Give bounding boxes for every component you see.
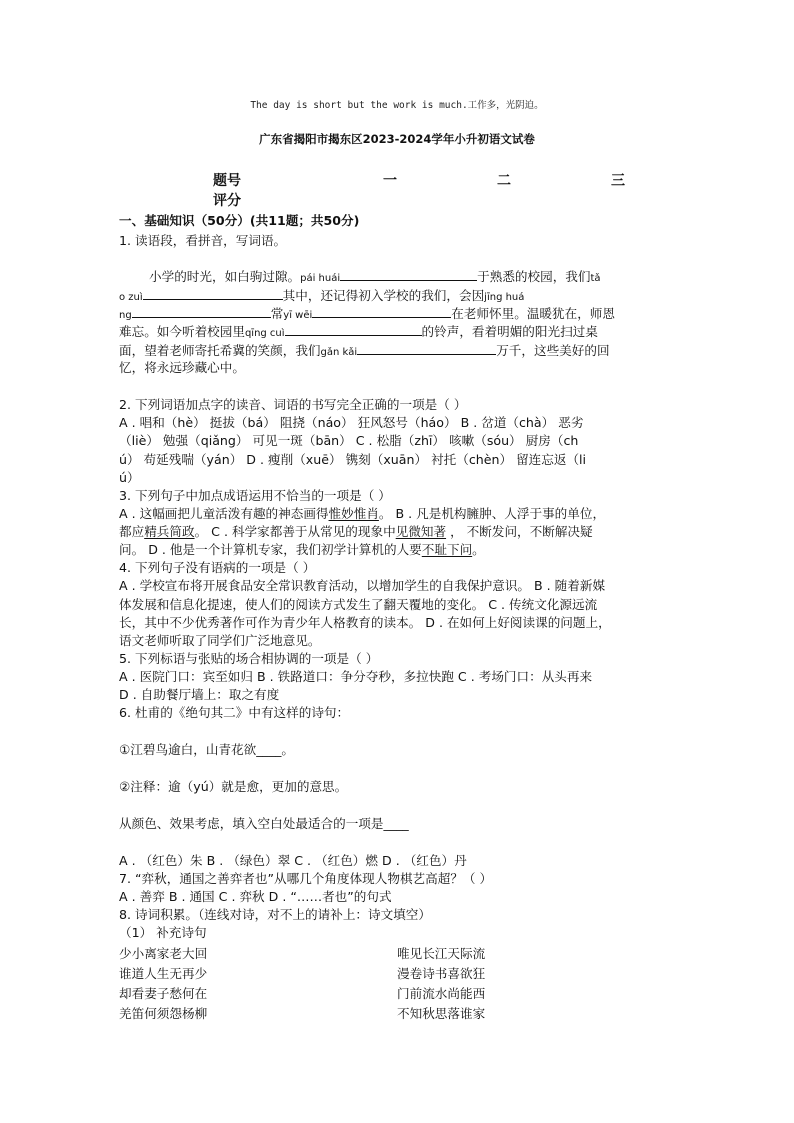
q1-text: 于熟悉的校园，我们	[477, 269, 591, 284]
q3-text: 都应	[119, 524, 145, 539]
section-1-heading: 一、基础知识（50分）(共11题；共50分)	[119, 213, 360, 228]
q2-option-line: ú） 苟延残喘（yán） D . 瘦削（xuē） 镌刻（xuān） 衬托（chèn） 留连忘返（li	[119, 452, 587, 467]
q3-option-line	[119, 523, 593, 541]
q1-pinyin: jīng huá	[484, 292, 525, 303]
q8-right-line[interactable]: 漫卷诗书喜欲狂	[397, 966, 486, 981]
q8-right-line[interactable]: 不知秋思落谁家	[397, 1006, 486, 1021]
q3-idiom: 惟妙惟肖	[328, 506, 379, 521]
q1-pinyin: tǎ	[590, 273, 601, 284]
document-title: 广东省揭阳市揭东区2023-2024学年小升初语文试卷	[259, 132, 535, 146]
q1-text: 面，望着老师寄托希冀的笑颜，我们	[119, 343, 321, 358]
score-table-row1-label: 题号	[213, 173, 241, 189]
q1-passage-line-6: 忆，将永远珍藏心中。	[119, 360, 245, 375]
q3-idiom: 不耻下问	[421, 542, 473, 557]
q1-blank-4[interactable]	[312, 304, 451, 318]
q1-text: 其中，还记得初入学校的我们，会因	[282, 288, 485, 303]
q1-pinyin: qīng cuì	[244, 328, 285, 339]
q8-left-line[interactable]: 却看妻子愁何在	[119, 986, 208, 1001]
q4-option-line: A . 学校宣布将开展食品安全常识教育活动，以增加学生的自我保护意识。 B . 随着新媒	[119, 578, 606, 593]
q2-option-line: A . 唱和（hè） 挺拔（bá） 阻挠（náo） 狂风怒号（háo） B . 岔道（chà） 恶劣	[119, 415, 584, 430]
q3-idiom: 见微知著	[395, 524, 447, 539]
q4-option-line: 长，其中不少优秀著作可作为青少年人格教育的读本。 D . 在如何上好阅读课的问题上，	[119, 615, 611, 630]
q4-option-line: 语文老师听取了同学们广泛地意见。	[119, 633, 321, 648]
q6-note: ②注释：逾（yú）就是愈，更加的意思。	[119, 779, 348, 794]
q1-pinyin: ng	[119, 310, 132, 321]
q3-text: 。 B . 凡是机构臃肿、人浮于事的单位，	[378, 506, 606, 521]
q3-option-line	[119, 541, 485, 559]
q3-text: A . 这幅画把儿童活泼有趣的神态画得	[119, 506, 329, 521]
q1-blank-6[interactable]	[357, 341, 496, 355]
q3-idiom: 精兵简政	[144, 524, 195, 539]
q3-text: 。	[472, 542, 485, 557]
q4-stem: 4. 下列句子没有语病的一项是（ ）	[119, 560, 316, 575]
q1-pinyin: gǎn kǎi	[320, 347, 358, 358]
q8-stem: 8. 诗词积累。（连线对诗，对不上的请补上：诗文填空）	[119, 907, 431, 922]
header-motto: The day is short but the work is much.工作多，光阴迫。	[250, 100, 544, 111]
q6-stem: 6. 杜甫的《绝句其二》中有这样的诗句：	[119, 705, 350, 720]
q1-text: 的铃声，看着明媚的阳光扫过桌	[421, 324, 598, 339]
q1-text: 难忘。如今听着校园里	[119, 324, 245, 339]
q8-left-line[interactable]: 少小离家老大回	[119, 946, 208, 961]
q1-text: 在老师怀里。温暖犹在，师恩	[451, 306, 615, 321]
q2-option-line: ú）	[119, 470, 140, 485]
q1-passage-line-1	[149, 267, 601, 288]
q1-pinyin: o zuì	[119, 292, 143, 303]
q8-left-line[interactable]: 羌笛何须怨杨柳	[119, 1006, 208, 1021]
q8-right-line[interactable]: 门前流水尚能西	[397, 986, 486, 1001]
q1-text: 小学的时光，如白驹过隙。	[149, 269, 301, 284]
q1-blank-2[interactable]	[143, 286, 283, 300]
q5-option-line: A . 医院门口：宾至如归 B . 铁路道口：争分夺秒，多拉快跑 C . 考场门口：从头再来	[119, 669, 593, 684]
q8-right-line[interactable]: 唯见长江天际流	[397, 946, 486, 961]
q3-text: 。 C . 科学家都善于从常见的现象中	[194, 524, 396, 539]
q1-passage-line-4	[119, 322, 598, 343]
score-table-col-1: 一	[383, 173, 397, 189]
q1-text: 万千，这些美好的回	[496, 343, 610, 358]
q1-pinyin: yī wēi	[283, 310, 313, 321]
q1-pinyin: pái huái	[300, 273, 341, 284]
q7-options: A . 善弈 B . 通国 C . 弈秋 D . “……者也”的句式	[119, 889, 392, 904]
q1-blank-5[interactable]	[285, 322, 422, 336]
q8-subheading: （1） 补充诗句	[119, 925, 207, 940]
score-table-col-3: 三	[611, 173, 625, 189]
score-table-row2-label: 评分	[213, 193, 241, 209]
score-table-col-2: 二	[497, 173, 511, 189]
q1-blank-3[interactable]	[132, 304, 271, 318]
q6-options: A . （红色）朱 B . （绿色）翠 C . （红色）燃 D . （红色）丹	[119, 853, 467, 868]
q8-left-line[interactable]: 谁道人生无再少	[119, 966, 208, 981]
q7-stem: 7. “弈秋，通国之善弈者也”从哪几个角度体现人物棋艺高超？（ ）	[119, 871, 493, 886]
q3-text: ， 不断发问，不断解决疑	[446, 524, 593, 539]
q2-stem: 2. 下列词语加点字的读音、词语的书写完全正确的一项是（ ）	[119, 397, 467, 412]
q5-option-line: D . 自助餐厅墙上：取之有度	[119, 687, 280, 702]
q1-blank-1[interactable]	[340, 267, 477, 281]
q3-stem: 3. 下列句子中加点成语运用不恰当的一项是（ ）	[119, 488, 391, 503]
q5-stem: 5. 下列标语与张贴的场合相协调的一项是（ ）	[119, 651, 379, 666]
q6-question: 从颜色、效果考虑，填入空白处最适合的一项是____	[119, 816, 409, 831]
q4-option-line: 体发展和信息化提速，使人们的阅读方式发生了翻天覆地的变化。 C . 传统文化源远流	[119, 597, 598, 612]
q1-text: 常	[270, 306, 284, 321]
q2-option-line: （liè） 勉强（qiǎng） 可见一斑（bān） C . 松脂（zhī） 咳嗽（sóu） 厨房（ch	[119, 433, 579, 448]
q1-stem: 1. 读语段，看拼音，写词语。	[119, 233, 287, 248]
q3-text: 问。 D . 他是一个计算机专家，我们初学计算机的人要	[119, 542, 422, 557]
q3-option-line	[119, 505, 605, 523]
q6-poem-line: ①江碧鸟逾白，山青花欲____。	[119, 742, 295, 757]
